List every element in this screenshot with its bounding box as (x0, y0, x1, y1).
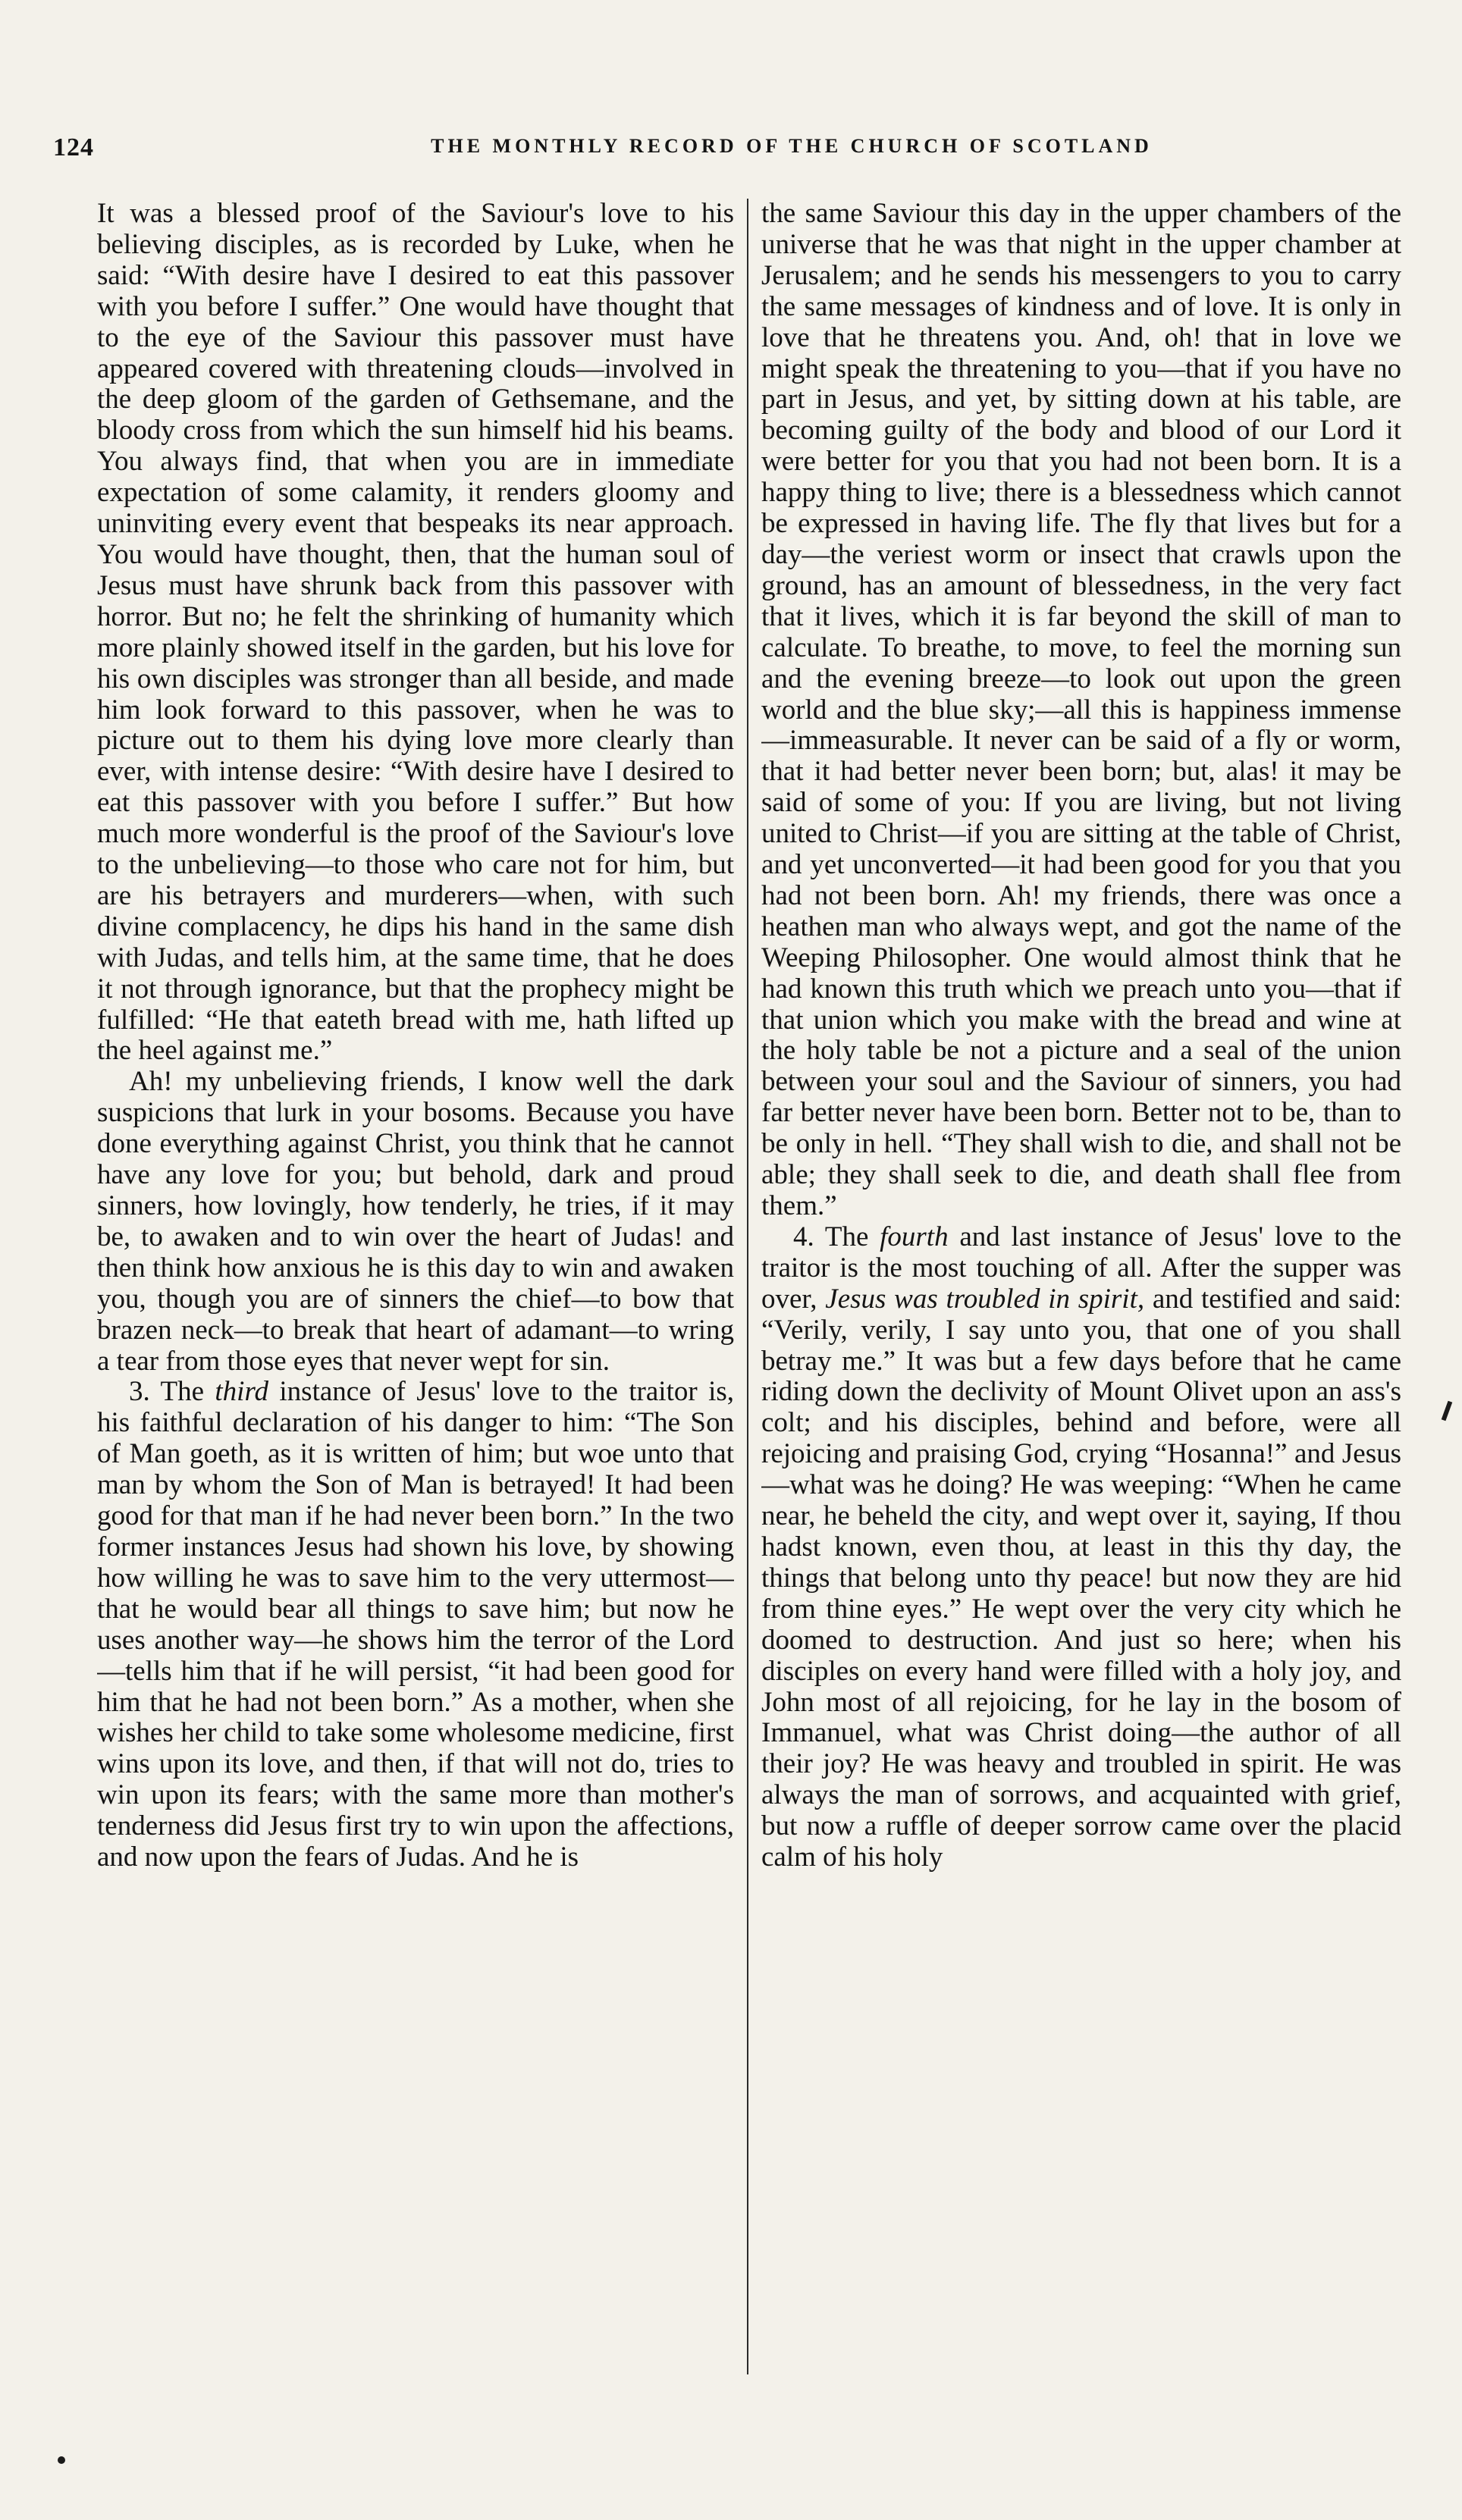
right-paragraph-2 (761, 1222, 1401, 1873)
right-paragraph-1: the same Saviour this day in the upper chambers of the universe that he was that night in the upper chamber at Jerusalem; and he sends his messengers to you to carry the same messages of kindness and of love. It is only in love that he threatens you. And, oh! that in love we might speak the threatening to you—that if you have no part in Jesus, and yet, by sitting down at his table, are becoming guilty of the body and blood of our Lord it were better for you that you had not been born. It is a happy thing to live; there is a blessedness which cannot be expressed in having life. The fly that lives but for a day—the veriest worm or insect that crawls upon the ground, has an amount of blessedness, in the very fact that it lives, which it is far beyond the skill of man to calculate. To breathe, to move, to feel the morning sun and the evening breeze—to look out upon the green world and the blue sky;—all this is happiness immense—immeasurable. It never can be said of a fly or worm, that it had better never been born; but, alas! it may be said of some of you: If you are living, but not living united to Christ—if you are sitting at the table of Christ, and yet unconverted—it had been good for you that you had not been born. Ah! my friends, there was once a heathen man who always wept, and got the name of the Weeping Philosopher. One would almost think that he had known this truth which we preach unto you—that if that union which you make with the bread and wine at the holy table be not a picture and a seal of the union between your soul and the Saviour of sinners, you had far better never have been born. Better not to be, than to be only in hell. “They shall wish to die, and shall not be able; they shall seek to die, and death shall flee from them.” (761, 199, 1401, 1221)
page-number: 124 (53, 133, 94, 161)
left-paragraph-3-text: instance of Jesus' love to the traitor is, his faithful declaration of his danger to him: “The Son of Man goeth, as it is written of him; but woe unto that man by whom the Son of Man is betrayed! It had been good for that man if he had never been born.” In the two former instances Jesus had shown his love, by showing how willing he was to save him to the very uttermost—that he would bear all things to save him; but now he uses another way—he shows him the terror of the Lord—tells him that if he will persist, “it had been good for him that he had not been born.” As a mother, when she wishes her child to take some wholesome medicine, first wins upon its love, and then, if that will not do, tries to win upon its fears; with the same more than mother's tenderness did Jesus first try to win upon the affections, and now upon the fears of Judas. And he is (97, 1376, 734, 1873)
left-column (97, 199, 734, 2397)
running-head: THE MONTHLY RECORD OF THE CHURCH OF SCOTLAND (431, 135, 1153, 157)
emphasis-fourth: fourth (880, 1221, 949, 1252)
right-paragraph-2-text-b: and testified and said: “Verily, verily, I say unto you, that one of you shall betray me.” It was but a few days before that he came riding down the declivity of Mount Olivet upon an ass's colt; and his disciples, behind and before, were all rejoicing and praising God, crying “Hosanna!” and Jesus—what was he doing? He was weeping: “When he came near, he beheld the city, and wept over it, saying, If thou hadst known, even thou, at least in this thy day, the things that belong unto thy peace! but now they are hid from thine eyes.” He wept over the very city which he doomed to destruction. And just so here; when his disciples on every hand were filled with a holy joy, and John most of all rejoicing, for he lay in the bosom of Immanuel, what was Christ doing—the author of all their joy? He was heavy and troubled in spirit. He was always the man of sorrows, and acquainted with grief, but now a ruffle of deeper sorrow came over the placid calm of his holy (761, 1283, 1401, 1873)
column-divider (747, 199, 748, 2374)
section-number-4: 4. The (793, 1221, 880, 1252)
page-header (49, 133, 1413, 171)
ink-speck (58, 2456, 65, 2464)
left-paragraph-1: It was a blessed proof of the Saviour's love to his believing disciples, as is recorded by Luke, when he said: “With desire have I desired to eat this passover with you before I suffer.” One would have thought that to the eye of the Saviour this passover must have appeared covered with threatening clouds—involved in the deep gloom of the garden of Gethsemane, and the bloody cross from which the sun himself hid his beams. You always find, that when you are in immediate expectation of some calamity, it renders gloomy and uninviting every event that bespeaks its near approach. You would have thought, then, that the human soul of Jesus must have shrunk back from this passover with horror. But no; he felt the shrinking of humanity which more plainly showed itself in the garden, but his love for his own disciples was stronger than all beside, and made him look forward to this passover, when he was to picture out to them his dying love more clearly than ever, with intense desire: “With desire have I desired to eat this passover with you before I suffer.” But how much more wonderful is the proof of the Saviour's love to the unbelieving—to those who care not for him, but are his betrayers and murderers—when, with such divine complacency, he dips his hand in the same dish with Judas, and tells him, at the same time, that he does it not through ignorance, but that the prophecy might be fulfilled: “He that eateth bread with me, hath lifted up the heel against me.” (97, 199, 734, 1067)
right-column (761, 199, 1401, 2397)
section-number-3: 3. The (129, 1376, 215, 1408)
emphasis-troubled: Jesus was troubled in spirit, (825, 1283, 1145, 1315)
left-paragraph-3 (97, 1377, 734, 1873)
margin-mark (1442, 1401, 1453, 1421)
left-paragraph-2: Ah! my unbelieving friends, I know well the dark suspicions that lurk in your bosoms. Because you have done everything against Christ, you think that he cannot have any love for you; but behold, dark and proud sinners, how lovingly, how tenderly, he tries, if it may be, to awaken and to win over the heart of Judas! and then think how anxious he is this day to win and awaken you, though you are of sinners the chief—to bow that brazen neck—to break that heart of adamant—to wring a tear from those eyes that never wept for sin. (97, 1066, 734, 1377)
emphasis-third: third (215, 1376, 268, 1408)
right-paragraph-2-text-a: and last instance of Jesus' love to the traitor is the most touching of all. After the supper was over, (761, 1221, 1401, 1315)
